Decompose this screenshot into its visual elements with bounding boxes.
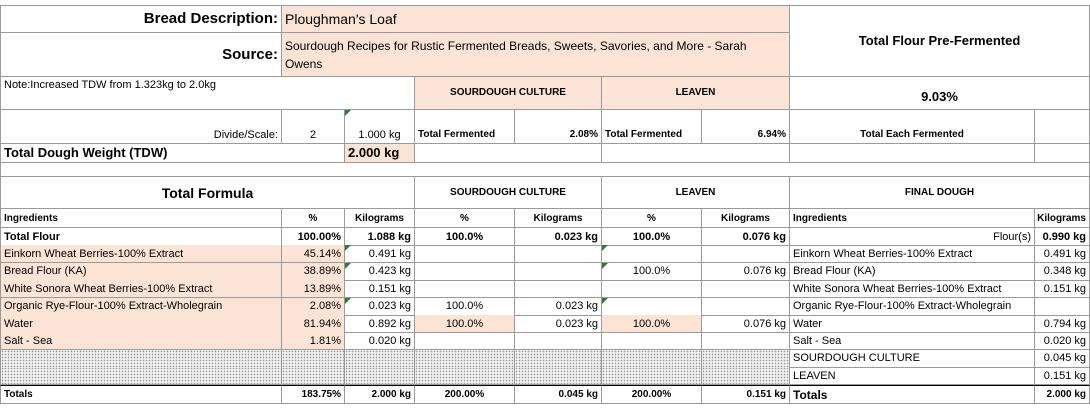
total-formula-header: Total Formula xyxy=(0,177,415,209)
note: Note:Increased TDW from 1.323kg to 2.0kg xyxy=(0,77,415,110)
final-dough-section: FINAL DOUGH xyxy=(790,177,1090,209)
sourdough-pct: 100.0% xyxy=(415,315,515,333)
sourdough-pct xyxy=(415,280,515,298)
ingredient-pct[interactable]: 1.81% xyxy=(282,332,345,350)
col-sd-kg: Kilograms xyxy=(515,209,602,228)
ingredient-name[interactable]: White Sonora Wheat Berries-100% Extract xyxy=(0,280,282,298)
final-dough-kg: 0.020 kg xyxy=(1035,332,1090,350)
ingredient-kg[interactable]: 0.020 kg xyxy=(345,332,415,350)
sourdough-culture-section: SOURDOUGH CULTURE xyxy=(415,177,602,209)
ingredient-kg[interactable]: 0.892 kg xyxy=(345,315,415,333)
sourdough-culture-header: SOURDOUGH CULTURE xyxy=(415,77,602,110)
total-flour-prefermented-label: Total Flour Pre-Fermented xyxy=(790,5,1090,77)
ingredient-pct[interactable] xyxy=(282,367,345,385)
ingredient-pct[interactable]: 45.14% xyxy=(282,245,345,263)
bread-description-label: Bread Description: xyxy=(0,5,282,33)
final-dough-ingredient: LEAVEN xyxy=(790,367,1035,385)
blank-cell xyxy=(790,144,1035,163)
blank-cell xyxy=(1035,110,1090,144)
leaven-kg: 0.076 kg xyxy=(702,263,790,281)
leaven-header: LEAVEN xyxy=(602,77,790,110)
totals-lv-kg: 0.151 kg xyxy=(702,385,790,404)
ingredient-kg[interactable]: 0.491 kg xyxy=(345,245,415,263)
final-dough-kg: 0.348 kg xyxy=(1035,263,1090,281)
leaven-kg xyxy=(702,367,790,385)
sourdough-pct xyxy=(415,263,515,281)
col-ingredients: Ingredients xyxy=(0,209,282,228)
col-lv-kg: Kilograms xyxy=(702,209,790,228)
final-dough-kg xyxy=(1035,298,1090,316)
sourdough-pct xyxy=(415,367,515,385)
sourdough-kg xyxy=(515,263,602,281)
sourdough-kg xyxy=(515,350,602,368)
sourdough-pct xyxy=(415,245,515,263)
leaven-kg: 0.076 kg xyxy=(702,315,790,333)
leaven-pct xyxy=(602,280,702,298)
sourdough-kg xyxy=(515,367,602,385)
ingredient-name[interactable]: Einkorn Wheat Berries-100% Extract xyxy=(0,245,282,263)
leaven-pct xyxy=(602,245,702,263)
leaven-kg xyxy=(702,350,790,368)
totals-fd-label: Totals xyxy=(790,385,1035,404)
final-dough-kg: 0.151 kg xyxy=(1035,280,1090,298)
sourdough-total-fermented-pct: 2.08% xyxy=(515,110,602,144)
final-dough-ingredient: SOURDOUGH CULTURE xyxy=(790,350,1035,368)
final-dough-kg: 0.990 kg xyxy=(1035,228,1090,246)
final-dough-ingredient: Einkorn Wheat Berries-100% Extract xyxy=(790,245,1035,263)
tdw-label: Total Dough Weight (TDW) xyxy=(0,144,345,163)
sourdough-kg: 0.023 kg xyxy=(515,315,602,333)
ingredient-kg[interactable]: 0.023 kg xyxy=(345,298,415,316)
col-fd-ingredients: Ingredients xyxy=(790,209,1035,228)
final-dough-ingredient: Bread Flour (KA) xyxy=(790,263,1035,281)
ingredient-name[interactable]: Organic Rye-Flour-100% Extract-Wholegrain xyxy=(0,298,282,316)
leaven-kg xyxy=(702,245,790,263)
ingredient-name[interactable]: Water xyxy=(0,315,282,333)
ingredient-name[interactable]: Total Flour xyxy=(0,228,282,246)
final-dough-kg: 0.045 kg xyxy=(1035,350,1090,368)
leaven-kg: 0.076 kg xyxy=(702,228,790,246)
col-fd-kg: Kilograms xyxy=(1035,209,1090,228)
final-dough-kg: 0.491 kg xyxy=(1035,245,1090,263)
totals-fd-kg: 2.000 kg xyxy=(1035,385,1090,404)
ingredient-kg[interactable] xyxy=(345,367,415,385)
final-dough-ingredient: Flour(s) xyxy=(790,228,1035,246)
blank-cell xyxy=(1035,144,1090,163)
ingredient-name[interactable]: Bread Flour (KA) xyxy=(0,263,282,281)
leaven-pct xyxy=(602,332,702,350)
leaven-kg xyxy=(702,332,790,350)
spacer-row xyxy=(0,163,1090,177)
leaven-pct: 100.0% xyxy=(602,228,702,246)
leaven-pct xyxy=(602,367,702,385)
leaven-section: LEAVEN xyxy=(602,177,790,209)
tdw-value[interactable]: 2.000 kg xyxy=(345,144,415,163)
ingredient-pct[interactable]: 38.89% xyxy=(282,263,345,281)
ingredient-pct[interactable]: 2.08% xyxy=(282,298,345,316)
sourdough-pct xyxy=(415,350,515,368)
sourdough-total-fermented-label: Total Fermented xyxy=(415,110,515,144)
sourdough-kg xyxy=(515,280,602,298)
ingredient-kg[interactable]: 0.151 kg xyxy=(345,280,415,298)
ingredient-kg[interactable]: 0.423 kg xyxy=(345,263,415,281)
ingredient-pct[interactable]: 100.00% xyxy=(282,228,345,246)
leaven-kg xyxy=(702,280,790,298)
col-sd-pct: % xyxy=(415,209,515,228)
final-dough-kg: 0.794 kg xyxy=(1035,315,1090,333)
ingredient-pct[interactable]: 81.94% xyxy=(282,315,345,333)
col-pct: % xyxy=(282,209,345,228)
bread-description-value[interactable]: Ploughman's Loaf xyxy=(282,5,790,33)
source-label: Source: xyxy=(0,33,282,77)
leaven-total-fermented-label: Total Fermented xyxy=(602,110,702,144)
col-kg: Kilograms xyxy=(345,209,415,228)
final-dough-ingredient: White Sonora Wheat Berries-100% Extract xyxy=(790,280,1035,298)
totals-lv-pct: 200.00% xyxy=(602,385,702,404)
ingredient-name[interactable] xyxy=(0,367,282,385)
final-dough-ingredient: Water xyxy=(790,315,1035,333)
totals-pct: 183.75% xyxy=(282,385,345,404)
sourdough-pct: 100.0% xyxy=(415,228,515,246)
sourdough-pct xyxy=(415,332,515,350)
totals-sd-pct: 200.00% xyxy=(415,385,515,404)
leaven-kg xyxy=(702,298,790,316)
final-dough-ingredient: Organic Rye-Flour-100% Extract-Wholegrain xyxy=(790,298,1035,316)
totals-label: Totals xyxy=(0,385,282,404)
sourdough-pct: 100.0% xyxy=(415,298,515,316)
ingredient-name[interactable] xyxy=(0,350,282,368)
col-lv-pct: % xyxy=(602,209,702,228)
leaven-pct: 100.0% xyxy=(602,263,702,281)
sourdough-kg xyxy=(515,245,602,263)
totals-kg: 2.000 kg xyxy=(345,385,415,404)
sourdough-kg xyxy=(515,332,602,350)
leaven-pct xyxy=(602,350,702,368)
prefermented-percent: 9.03% xyxy=(790,77,1090,110)
blank-cell xyxy=(602,144,790,163)
ingredient-pct[interactable] xyxy=(282,350,345,368)
total-each-fermented-label: Total Each Fermented xyxy=(790,110,1035,144)
ingredient-name[interactable]: Salt - Sea xyxy=(0,332,282,350)
ingredient-kg[interactable]: 1.088 kg xyxy=(345,228,415,246)
ingredient-kg[interactable] xyxy=(345,350,415,368)
final-dough-kg: 0.151 kg xyxy=(1035,367,1090,385)
leaven-pct xyxy=(602,298,702,316)
divide-scale-label: Divide/Scale: xyxy=(0,110,282,144)
blank-cell xyxy=(415,144,602,163)
final-dough-ingredient: Salt - Sea xyxy=(790,332,1035,350)
ingredient-pct[interactable]: 13.89% xyxy=(282,280,345,298)
leaven-total-fermented-pct: 6.94% xyxy=(702,110,790,144)
leaven-pct: 100.0% xyxy=(602,315,702,333)
scale-value[interactable]: 1.000 kg xyxy=(345,110,415,144)
source-value[interactable]: Sourdough Recipes for Rustic Fermented Breads, Sweets, Savories, and More - Sarah Owens xyxy=(282,33,790,77)
totals-sd-kg: 0.045 kg xyxy=(515,385,602,404)
divide-value[interactable]: 2 xyxy=(282,110,345,144)
sourdough-kg: 0.023 kg xyxy=(515,298,602,316)
sourdough-kg: 0.023 kg xyxy=(515,228,602,246)
